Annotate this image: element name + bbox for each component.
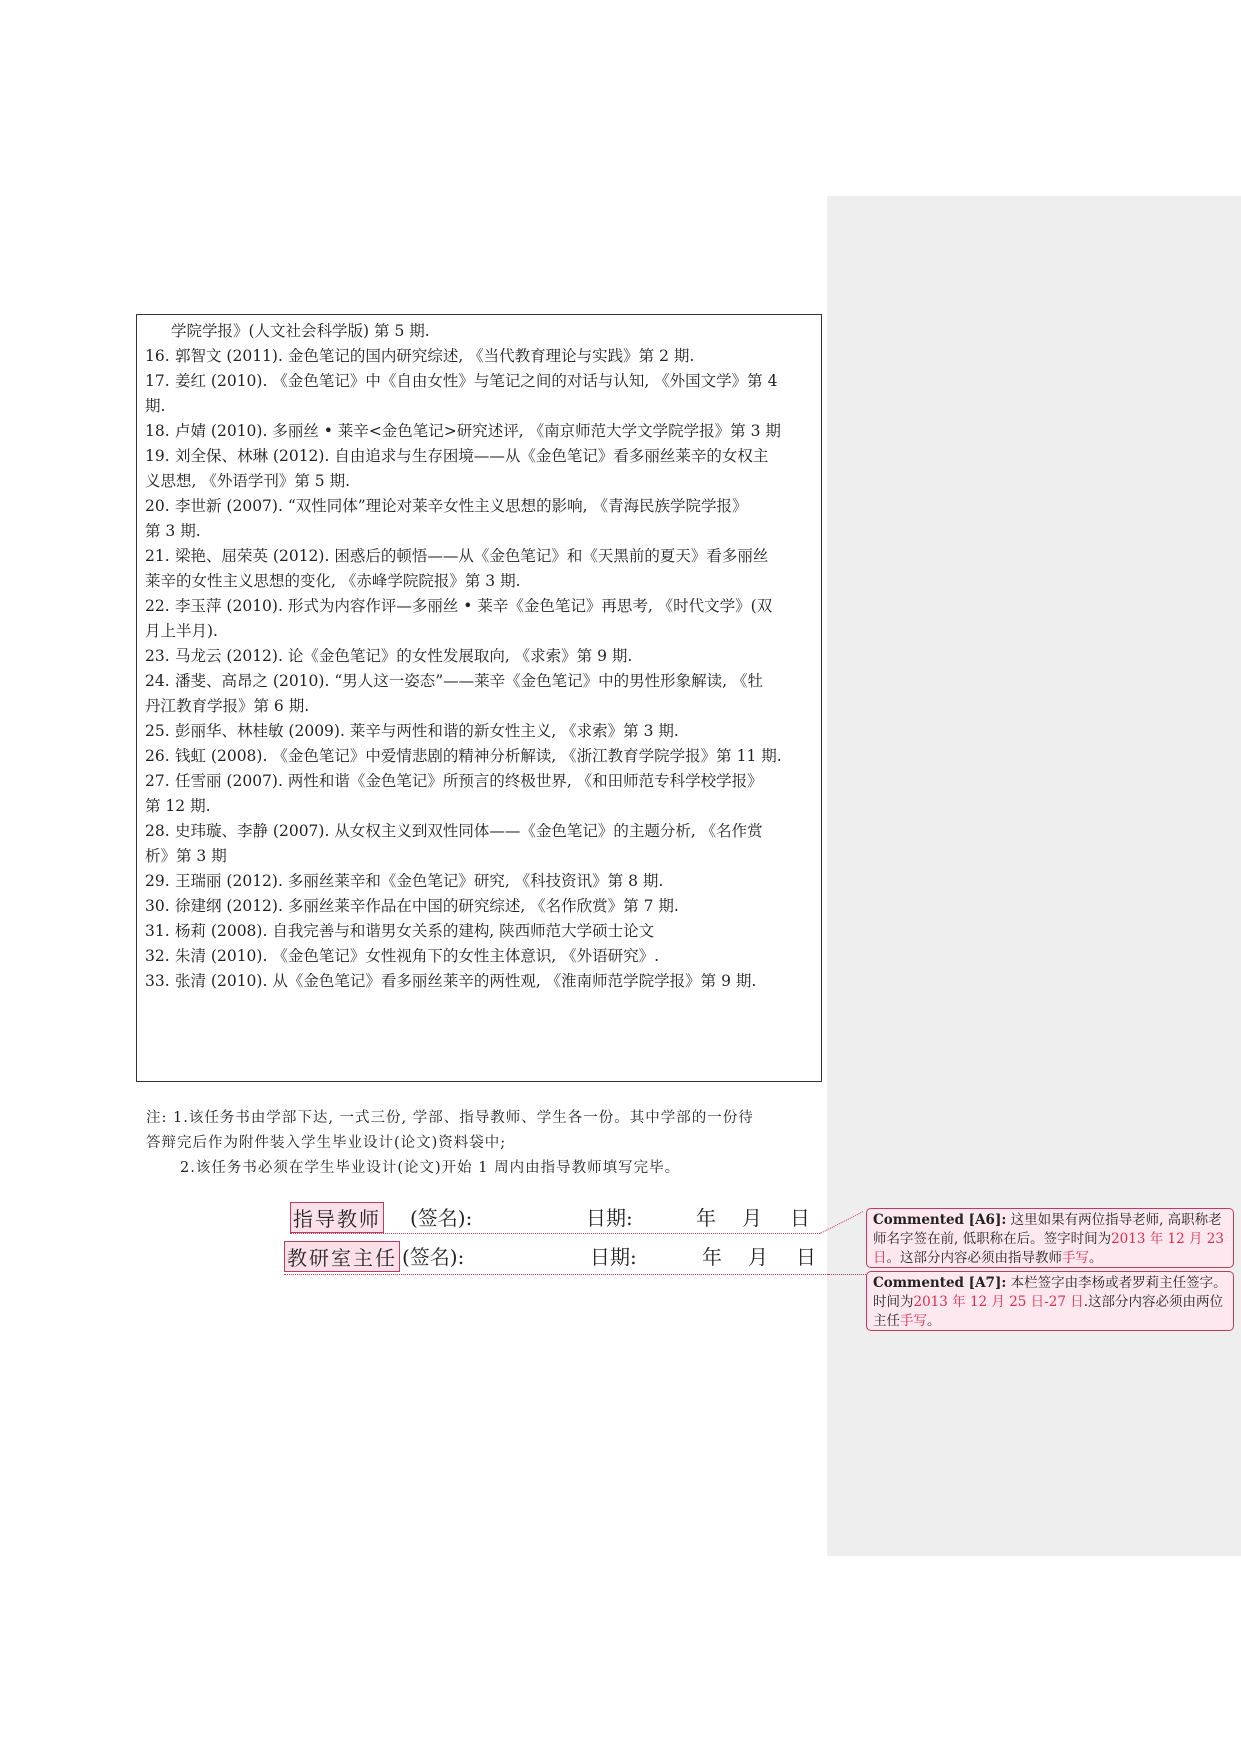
comment-a6[interactable] — [866, 1208, 1234, 1268]
reference-text-continued: 丹江教育学报》第 6 期. — [145, 697, 310, 715]
reference-number: 33. — [145, 972, 170, 990]
reference-list — [145, 319, 817, 994]
reference-text: 李世新 (2007). “双性同体”理论对莱辛女性主义思想的影响, 《青海民族学院学报》 — [175, 497, 748, 515]
director-date-label: 日期: — [590, 1245, 637, 1269]
reference-number: 17. — [145, 372, 170, 390]
reference-item — [145, 369, 817, 394]
reference-text: 姜红 (2010). 《金色笔记》中《自由女性》与笔记之间的对话与认知, 《外国文学》第 4 — [175, 372, 778, 390]
reference-item — [145, 419, 817, 444]
reference-item — [145, 544, 817, 569]
reference-text: 卢婧 (2010). 多丽丝 • 莱辛<金色笔记>研究述评, 《南京师范大学文学院学报》第 3 期 — [175, 422, 781, 440]
reference-text: 徐建纲 (2012). 多丽丝莱辛作品在中国的研究综述, 《名作欣赏》第 7 期. — [175, 897, 679, 915]
director-role-label[interactable]: 教研室主任 — [284, 1241, 400, 1272]
comment-a6-text: 这里如果有两位指导老师, 高职称老师名字签在前, 低职称在后。签字时间为 — [873, 1212, 1222, 1247]
reference-text: 朱清 (2010). 《金色笔记》女性视角下的女性主体意识, 《外语研究》. — [175, 947, 660, 965]
reference-text-continued: 期. — [145, 397, 166, 415]
advisor-month-label: 月 — [742, 1206, 762, 1230]
comment-pane — [827, 196, 1241, 1556]
reference-item — [145, 344, 817, 369]
reference-number: 22. — [145, 597, 170, 615]
reference-item — [145, 719, 817, 744]
reference-number: 29. — [145, 872, 170, 890]
comment-a6-text-2: 。这部分内容必须由指导教师 — [886, 1250, 1062, 1266]
comment-a7[interactable] — [866, 1271, 1234, 1331]
reference-continuation: 学院学报》(人文社会科学版) 第 5 期. — [171, 322, 430, 340]
reference-item — [145, 894, 817, 919]
reference-number: 21. — [145, 547, 170, 565]
comment-a7-handwrite: 手写 — [900, 1313, 927, 1329]
reference-number: 25. — [145, 722, 170, 740]
reference-text-continued: 析》第 3 期 — [145, 847, 227, 865]
reference-item — [145, 869, 817, 894]
reference-text: 马龙云 (2012). 论《金色笔记》的女性发展取向, 《求索》第 9 期. — [175, 647, 633, 665]
reference-text: 李玉萍 (2010). 形式为内容作评—多丽丝 • 莱辛《金色笔记》再思考, 《时代文学》(双 — [175, 597, 773, 615]
reference-text-continued: 第 3 期. — [145, 522, 201, 540]
reference-text-continued: 月上半月). — [145, 622, 218, 640]
reference-text-continued: 莱辛的女性主义思想的变化, 《赤峰学院院报》第 3 期. — [145, 572, 521, 590]
reference-item — [145, 444, 817, 469]
reference-number: 26. — [145, 747, 170, 765]
comment-a7-text: 本栏签字由李杨或者罗莉主任签字。时间为 — [873, 1275, 1227, 1310]
reference-text: 杨莉 (2008). 自我完善与和谐男女关系的建构, 陕西师范大学硕士论文 — [175, 922, 655, 940]
note-line-3: 2.该任务书必须在学生毕业设计(论文)开始 1 周内由指导教师填写完毕。 — [180, 1160, 681, 1176]
reference-item — [145, 819, 817, 844]
reference-number: 18. — [145, 422, 170, 440]
reference-text: 任雪丽 (2007). 两性和谐《金色笔记》所预言的终极世界, 《和田师范专科学校学报》 — [175, 772, 763, 790]
director-month-label: 月 — [748, 1245, 768, 1269]
reference-number: 28. — [145, 822, 170, 840]
advisor-comment-anchor-line — [290, 1233, 820, 1234]
reference-text: 王瑞丽 (2012). 多丽丝莱辛和《金色笔记》研究, 《科技资讯》第 8 期. — [175, 872, 664, 890]
reference-text: 钱虹 (2008). 《金色笔记》中爱情悲剧的精神分析解读, 《浙江教育学院学报》第 11 期. — [175, 747, 782, 765]
reference-text: 潘斐、高昂之 (2010). “男人这一姿态”——莱辛《金色笔记》中的男性形象解读, 《牡 — [175, 672, 764, 690]
comment-a7-end: 。 — [927, 1313, 941, 1329]
reference-text-continued: 第 12 期. — [145, 797, 211, 815]
comment-a7-text-2: .这部分内容必须由两位主任 — [873, 1294, 1223, 1329]
reference-table — [136, 314, 822, 1082]
advisor-year-label: 年 — [696, 1206, 716, 1230]
reference-text: 郭智文 (2011). 金色笔记的国内研究综述, 《当代教育理论与实践》第 2 期. — [175, 347, 695, 365]
reference-text: 彭丽华、林桂敏 (2009). 莱辛与两性和谐的新女性主义, 《求索》第 3 期. — [175, 722, 679, 740]
reference-item — [145, 594, 817, 619]
advisor-role-label[interactable]: 指导教师 — [290, 1202, 384, 1233]
reference-number: 19. — [145, 447, 170, 465]
reference-number: 31. — [145, 922, 170, 940]
reference-item — [145, 919, 817, 944]
reference-item — [145, 969, 817, 994]
note-line-1: 注: 1.该任务书由学部下达, 一式三份, 学部、指导教师、学生各一份。其中学部的一份待 — [146, 1110, 754, 1126]
director-day-label: 日 — [796, 1245, 816, 1269]
director-year-label: 年 — [702, 1245, 722, 1269]
comment-a6-label: Commented [A6]: — [873, 1212, 1007, 1228]
reference-item — [145, 944, 817, 969]
reference-text: 张清 (2010). 从《金色笔记》看多丽丝莱辛的两性观, 《淮南师范学院学报》第 9 期. — [175, 972, 757, 990]
note-line-2: 答辩完后作为附件装入学生毕业设计(论文)资料袋中; — [146, 1135, 507, 1151]
reference-text: 刘全保、林琳 (2012). 自由追求与生存困境——从《金色笔记》看多丽丝莱辛的女权主 — [175, 447, 769, 465]
advisor-date-label: 日期: — [586, 1206, 633, 1230]
reference-number: 24. — [145, 672, 170, 690]
director-sign-label: (签名): — [402, 1245, 465, 1269]
comment-a6-date: 2013 年 12 月 23 日 — [873, 1231, 1224, 1266]
advisor-day-label: 日 — [790, 1206, 810, 1230]
reference-text: 史玮璇、李静 (2007). 从女权主义到双性同体——《金色笔记》的主题分析, 《名作赏 — [175, 822, 763, 840]
reference-number: 20. — [145, 497, 170, 515]
advisor-sign-label: (签名): — [410, 1206, 473, 1230]
comment-a7-date: 2013 年 12 月 25 日-27 日 — [913, 1294, 1084, 1310]
reference-item — [145, 644, 817, 669]
director-comment-anchor-line — [284, 1274, 828, 1275]
reference-text-continued: 义思想, 《外语学刊》第 5 期. — [145, 472, 350, 490]
comment-a6-end: 。 — [1089, 1250, 1103, 1266]
reference-item — [145, 769, 817, 794]
reference-text: 梁艳、屈荣英 (2012). 困惑后的顿悟——从《金色笔记》和《天黑前的夏天》看多丽丝 — [175, 547, 769, 565]
reference-number: 23. — [145, 647, 170, 665]
notes — [146, 1106, 822, 1181]
reference-number: 27. — [145, 772, 170, 790]
comment-a7-connector — [828, 1274, 868, 1275]
reference-item — [145, 494, 817, 519]
reference-number: 32. — [145, 947, 170, 965]
comment-a6-handwrite: 手写 — [1062, 1250, 1089, 1266]
reference-item — [145, 669, 817, 694]
reference-item — [145, 744, 817, 769]
reference-number: 30. — [145, 897, 170, 915]
reference-number: 16. — [145, 347, 170, 365]
comment-a7-label: Commented [A7]: — [873, 1275, 1007, 1291]
